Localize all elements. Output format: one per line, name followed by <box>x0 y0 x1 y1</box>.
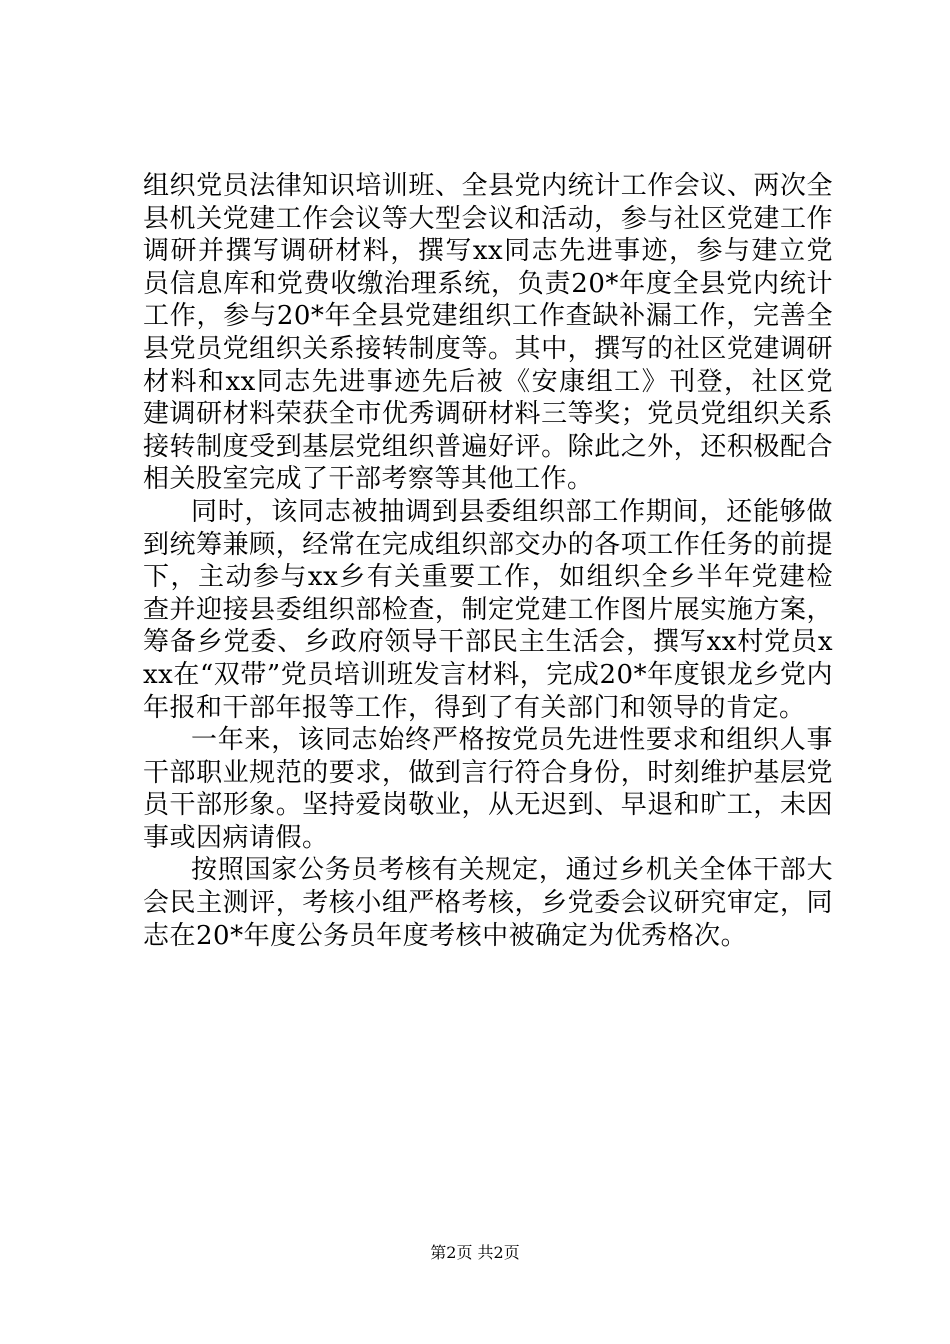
page-number-footer: 第2页 共2页 <box>430 1243 520 1262</box>
paragraph-assessment: 按照国家公务员考核有关规定，通过乡机关全体干部大会民主测评，考核小组严格考核，乡党委会议研究审定，同志在20*年度公务员年度考核中被确定为优秀格次。 <box>143 855 833 951</box>
document-body <box>143 170 833 952</box>
paragraph-secondment: 同时，该同志被抽调到县委组织部工作期间，还能够做到统筹兼顾，经常在完成组织部交办的各项工作任务的前提下，主动参与xx乡有关重要工作，如组织全乡半年党建检查并迎接县委组织部检查，制定党建工作图片展实施方案，筹备乡党委、乡政府领导干部民主生活会，撰写xx村党员xxx在“双带”党员培训班发言材料，完成20*年度银龙乡党内年报和干部年报等工作，得到了有关部门和领导的肯定。 <box>143 496 833 723</box>
paragraph-continued: 组织党员法律知识培训班、全县党内统计工作会议、两次全县机关党建工作会议等大型会议和活动，参与社区党建工作调研并撰写调研材料，撰写xx同志先进事迹，参与建立党员信息库和党费收缴治理系统，负责20*年度全县党内统计工作，参与20*年全县党建组织工作查缺补漏工作，完善全县党员党组织关系接转制度等。其中，撰写的社区党建调研材料和xx同志先进事迹先后被《安康组工》刊登，社区党建调研材料荣获全市优秀调研材料三等奖；党员党组织关系接转制度受到基层党组织普遍好评。除此之外，还积极配合相关股室完成了干部考察等其他工作。 <box>143 171 833 495</box>
paragraph-conduct: 一年来，该同志始终严格按党员先进性要求和组织人事干部职业规范的要求，做到言行符合身份，时刻维护基层党员干部形象。坚持爱岗敬业，从无迟到、早退和旷工，未因事或因病请假。 <box>143 725 833 853</box>
